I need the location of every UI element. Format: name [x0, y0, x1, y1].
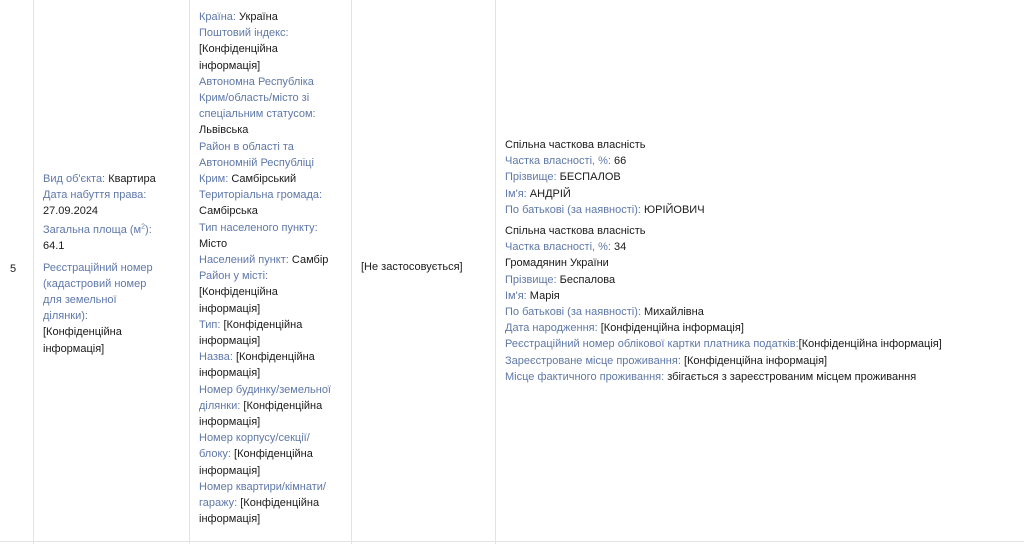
- country-value: Україна: [239, 11, 278, 23]
- first-name-value: Марія: [529, 289, 560, 302]
- district-value: Самбірський: [231, 173, 297, 186]
- citizenship: Громадянин України: [505, 257, 609, 270]
- country-label: Країна:: [199, 11, 236, 23]
- region-value: Львівська: [199, 124, 249, 137]
- patronymic-value: Михайлівна: [644, 306, 704, 319]
- apartment-number-value: інформація]: [199, 513, 261, 526]
- surname-label: Прізвище:: [505, 273, 557, 286]
- share-label: Частка власності, %:: [505, 241, 611, 254]
- object-type-value: Квартира: [108, 173, 156, 185]
- district-label: Автономній Республіці: [199, 156, 314, 169]
- total-area-value: 64.1: [43, 240, 65, 253]
- postal-code-label: Поштовий індекс:: [199, 27, 289, 40]
- postal-code-value: [Конфіденційна: [199, 43, 278, 56]
- apartment-number-label: Номер квартири/кімнати/: [199, 480, 326, 493]
- city-district-value: [Конфіденційна: [199, 286, 278, 299]
- surname-value: Беспалова: [559, 273, 616, 286]
- object-type-label: Вид об'єкта:: [43, 173, 106, 185]
- registration-number-label: (кадастровий номер: [43, 277, 147, 290]
- cell-reason: [351, 0, 495, 544]
- patronymic-label: По батькові (за наявності):: [505, 203, 641, 216]
- house-number-label: Номер будинку/земельної: [199, 383, 331, 396]
- district-label: Район в області та: [199, 140, 294, 153]
- patronymic-label: По батькові (за наявності):: [505, 306, 641, 319]
- house-number-value: [Конфіденційна: [243, 399, 323, 412]
- cell-address: [189, 0, 351, 544]
- cell-row-number: [0, 0, 33, 544]
- postal-code-value: інформація]: [199, 59, 261, 72]
- actual-residence-label: Місце фактичного проживання:: [505, 370, 665, 383]
- community-label: Територіальна громада:: [199, 189, 323, 202]
- building-number-label: Номер корпусу/секції/: [199, 432, 310, 445]
- district-label: Крим:: [199, 173, 229, 186]
- apartment-number-value: [Конфіденційна: [240, 497, 320, 510]
- street-name-value: [Конфіденційна: [235, 351, 315, 364]
- settlement-type-label: Тип населеного пункту:: [199, 221, 318, 234]
- owner-block: [505, 223, 1020, 385]
- city-district-label: Район у місті:: [199, 270, 269, 283]
- surname-value: БЕСПАЛОВ: [559, 171, 621, 184]
- first-name-label: Ім'я:: [505, 187, 527, 200]
- owner-block: [505, 137, 1020, 218]
- acquisition-date-label: Дата набуття права:: [43, 189, 147, 202]
- house-number-value: інформація]: [199, 416, 261, 429]
- share-label: Частка власності, %:: [505, 155, 611, 168]
- settlement-label: Населений пункт:: [199, 254, 289, 267]
- region-label: Автономна Республіка: [199, 75, 314, 88]
- actual-residence-value: збігається з зареєстрованим місцем проживання: [667, 370, 917, 383]
- birth-date-label: Дата народження:: [505, 322, 598, 335]
- street-name-value: інформація]: [199, 367, 261, 380]
- first-name-label: Ім'я:: [505, 289, 527, 302]
- registration-number-label: Реєстраційний номер: [43, 261, 153, 274]
- registration-number-label: ділянки):: [43, 310, 88, 323]
- apartment-number-label: гаражу:: [199, 497, 238, 510]
- region-label: Крим/область/місто зі: [199, 92, 310, 105]
- registration-number-value: інформація]: [43, 342, 105, 355]
- tax-number-label: Реєстраційний номер облікової картки платника податків:: [505, 338, 799, 351]
- share-value: 66: [614, 155, 627, 168]
- registered-residence-label: Зареєстроване місце проживання:: [505, 354, 681, 367]
- cell-owners: [495, 0, 1024, 544]
- region-label: спеціальним статусом:: [199, 108, 316, 121]
- community-value: Самбірська: [199, 205, 258, 218]
- total-area-label: Загальна площа $(м^2)$:: [43, 223, 152, 237]
- row-number: 5: [10, 263, 17, 275]
- settlement-value: Самбір: [291, 254, 329, 267]
- street-type-value: інформація]: [199, 335, 261, 348]
- registration-number-value: [Конфіденційна: [43, 326, 122, 339]
- street-name-label: Назва:: [199, 351, 233, 364]
- building-number-value: [Конфіденційна: [234, 448, 313, 461]
- tax-number-value: [Конфіденційна інформація]: [798, 338, 942, 351]
- cell-object-info: [33, 0, 189, 544]
- share-value: 34: [614, 241, 627, 254]
- building-number-value: інформація]: [199, 464, 261, 477]
- ownership-type: Спільна часткова власність: [505, 139, 646, 151]
- street-type-value: [Конфіденційна: [223, 318, 303, 331]
- first-name-value: АНДРІЙ: [529, 187, 571, 200]
- registration-number-label: для земельної: [43, 294, 117, 307]
- acquisition-date-value: 27.09.2024: [43, 205, 99, 218]
- surname-label: Прізвище:: [505, 171, 557, 184]
- reason-value: [Не застосовується]: [361, 261, 463, 273]
- building-number-label: блоку:: [199, 448, 231, 461]
- settlement-type-value: Місто: [199, 237, 228, 250]
- ownership-type: Спільна часткова власність: [505, 225, 646, 238]
- house-number-label: ділянки:: [199, 399, 241, 412]
- patronymic-value: ЮРІЙОВИЧ: [644, 203, 705, 216]
- city-district-value: інформація]: [199, 302, 261, 315]
- street-type-label: Тип:: [199, 318, 221, 331]
- birth-date-value: [Конфіденційна інформація]: [600, 322, 744, 335]
- registered-residence-value: [Конфіденційна інформація]: [683, 354, 828, 367]
